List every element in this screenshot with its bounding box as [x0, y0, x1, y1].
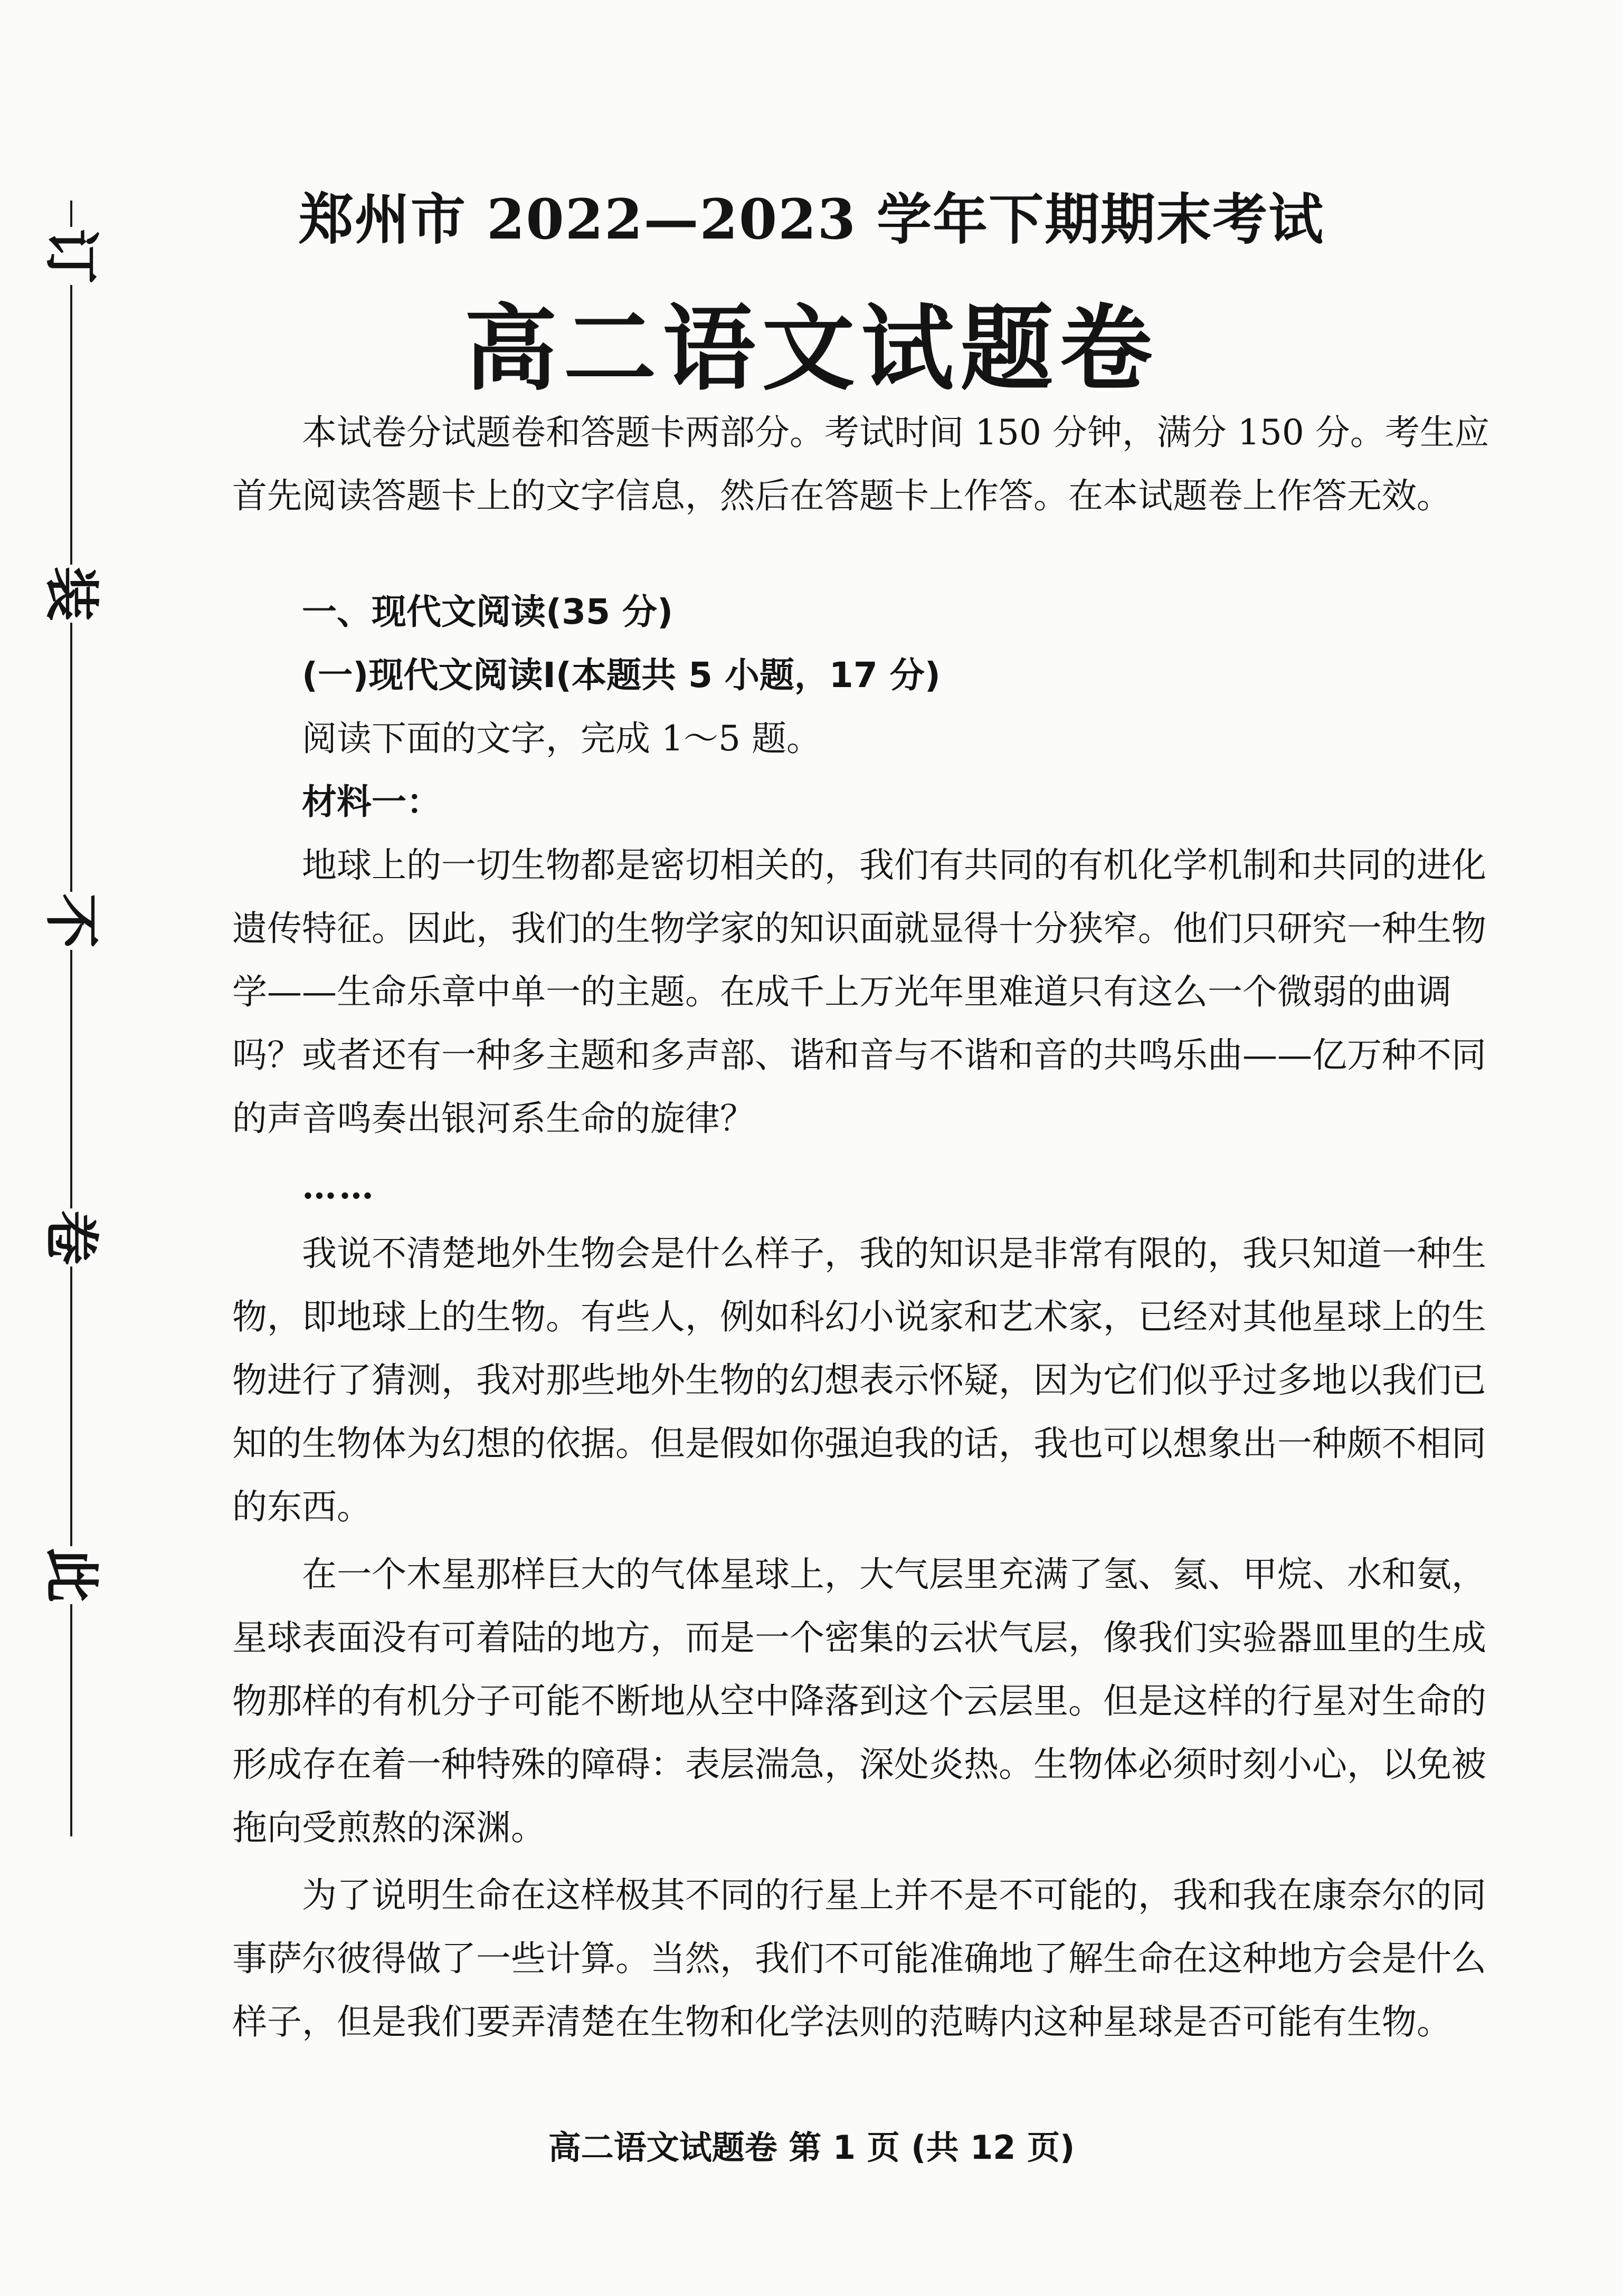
exam-content	[232, 401, 1510, 2054]
binding-margin	[32, 201, 111, 1836]
passage-paragraph: 为了说明生命在这样极其不同的行星上并不是不可能的，我和我在康奈尔的同事萨尔彼得做了一些计算。当然，我们不可能准确地了解生命在这种地方会是什么样子，但是我们要弄清楚在生物和化学法则的范畴内这种星球是否可能有生物。	[232, 1875, 1486, 2042]
material-label: 材料一：	[302, 782, 441, 822]
binding-char: 订	[37, 227, 106, 285]
page-footer: 高二语文试题卷 第 1 页 (共 12 页)	[548, 2128, 1075, 2167]
passage-ellipsis: ……	[302, 1166, 376, 1207]
exam-title: 郑州市 2022—2023 学年下期期末考试	[298, 187, 1325, 252]
section-subheading: (一)现代文阅读Ⅰ(本题共 5 小题，17 分)	[302, 655, 941, 696]
binding-char: 此	[37, 1546, 106, 1604]
passage-paragraph: 我说不清楚地外生物会是什么样子，我的知识是非常有限的，我只知道一种生物，即地球上的生物。有些人，例如科幻小说家和艺术家，已经对其他星球上的生物进行了猜测，我对那些地外生物的幻想表示怀疑，因为它们似乎过多地以我们已知的生物体为幻想的依据。但是假如你强迫我的话，我也可以想象出一种颇不相同的东西。	[232, 1233, 1486, 1527]
passage-paragraph: 地球上的一切生物都是密切相关的，我们有共同的有机化学机制和共同的进化遗传特征。因此，我们的生物学家的知识面就显得十分狭窄。他们只研究一种生物学——生命乐章中单一的主题。在成千上万光年里难道只有这么一个微弱的曲调吗？或者还有一种多主题和多声部、谐和音与不谐和音的共鸣乐曲——亿万种不同的声音鸣奏出银河系生命的旋律？	[232, 845, 1486, 1139]
exam-subtitle: 高二语文试题卷	[464, 294, 1159, 403]
section-heading: 一、现代文阅读(35 分)	[302, 592, 673, 632]
passage-paragraph: 在一个木星那样巨大的气体星球上，大气层里充满了氢、氦、甲烷、水和氨，星球表面没有可着陆的地方，而是一个密集的云状气层，像我们实验器皿里的生成物那样的有机分子可能不断地从空中降落到这个云层里。但是这样的行星对生命的形成存在着一种特殊的障碍：表层湍急，深处炎热。生物体必须时刻小心，以免被拖向受煎熬的深渊。	[232, 1554, 1486, 1848]
intro-paragraph: 本试卷分试题卷和答题卡两部分。考试时间 150 分钟，满分 150 分。考生应首先阅读答题卡上的文字信息，然后在答题卡上作答。在本试题卷上作答无效。	[232, 412, 1489, 516]
binding-char: 不	[37, 892, 106, 950]
binding-char: 卷	[37, 1208, 106, 1266]
reading-instruction: 阅读下面的文字，完成 1～5 题。	[302, 718, 821, 759]
binding-char: 装	[37, 565, 106, 623]
